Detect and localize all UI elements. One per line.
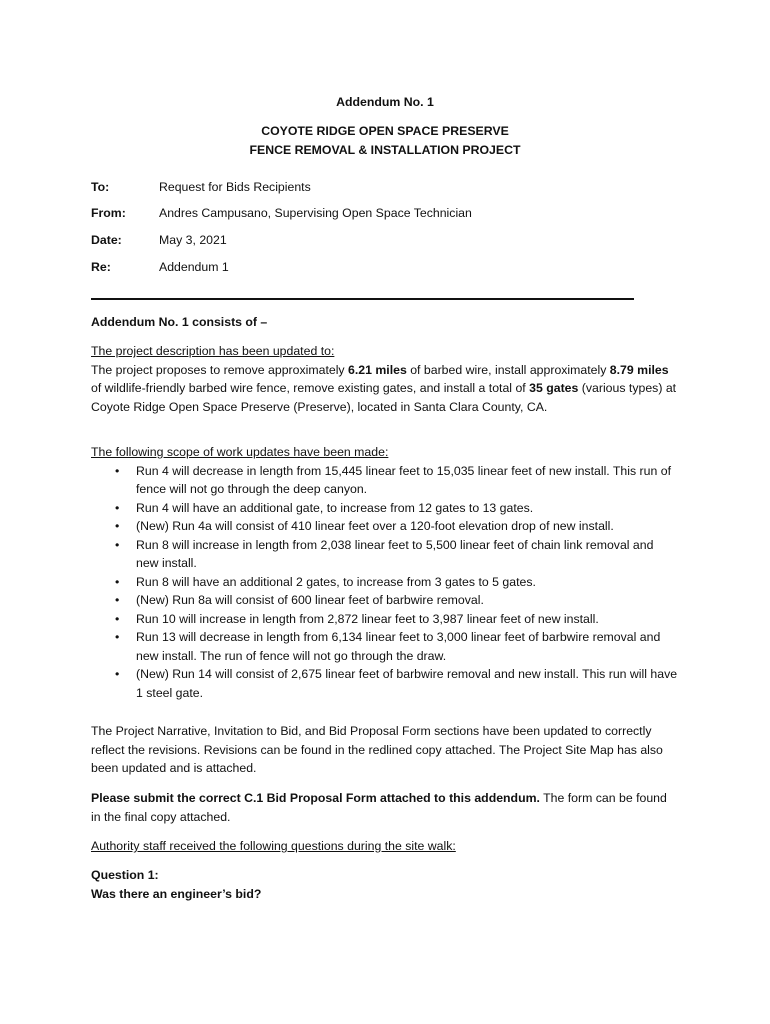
re-value: Addendum 1	[159, 260, 229, 274]
question-1-text: Was there an engineer’s bid?	[91, 886, 262, 901]
scope-item-text: Run 4 will decrease in length from 15,445 linear feet to 15,035 linear feet of new install. This run of fence will not go through the deep canyon.	[136, 463, 671, 496]
horizontal-divider	[91, 298, 634, 300]
question-1-label: Question 1:	[91, 868, 159, 882]
bullet-icon: •	[115, 500, 120, 515]
scope-item-text: (New) Run 8a will consist of 600 linear feet of barbwire removal.	[136, 593, 484, 607]
list-item	[91, 665, 679, 702]
question-1	[91, 866, 679, 903]
submit-bold-text: Please submit the correct C.1 Bid Proposal Form attached to this addendum.	[91, 791, 540, 805]
description-miles-installed: 8.79 miles	[609, 362, 669, 377]
bullet-icon: •	[115, 611, 120, 626]
document-title: Addendum No. 1	[336, 95, 434, 109]
scope-heading: The following scope of work updates have been made:	[91, 445, 389, 459]
bullet-icon: •	[115, 667, 120, 681]
description-heading: The project description has been updated to:	[91, 344, 335, 358]
scope-item-text: Run 4 will have an additional gate, to increase from 12 gates to 13 gates.	[136, 500, 534, 515]
submit-paragraph	[91, 789, 679, 826]
scope-item-text: (New) Run 14 will consist of 2,675 linear feet of barbwire removal and new install. This run will have 1 steel gate.	[136, 667, 678, 700]
bullet-icon: •	[115, 630, 120, 644]
scope-item-text: Run 8 will increase in length from 2,038 linear feet to 5,500 linear feet of chain link removal and new install.	[136, 537, 654, 570]
scope-item-text: Run 10 will increase in length from 2,872 linear feet to 3,987 linear feet of new install.	[136, 611, 599, 626]
list-item	[91, 499, 679, 518]
scope-item-text: Run 13 will decrease in length from 6,134 linear feet to 3,000 linear feet of barbwire removal and new install. The run of fence will not go through the draw.	[136, 630, 661, 663]
list-item	[91, 610, 679, 629]
questions-heading: Authority staff received the following questions during the site walk:	[91, 839, 456, 853]
description-text-4: (various types) at Coyote Ridge Open Space Preserve (Preserve), located in Santa Clara County, CA.	[91, 381, 677, 414]
bullet-icon: •	[115, 593, 120, 607]
list-item	[91, 591, 679, 610]
bullet-icon: •	[115, 574, 120, 589]
to-label: To:	[91, 180, 110, 194]
list-item	[91, 536, 679, 573]
scope-item-text: Run 8 will have an additional 2 gates, to increase from 3 gates to 5 gates.	[136, 574, 536, 589]
project-title-line1: COYOTE RIDGE OPEN SPACE PRESERVE	[261, 124, 509, 138]
consists-heading	[91, 313, 679, 332]
description-text-2: of barbed wire, install approximately	[406, 362, 610, 377]
list-item	[91, 573, 679, 592]
description-paragraph	[91, 361, 679, 417]
description-gates-total: 35 gates	[529, 381, 579, 395]
scope-item-text: (New) Run 4a will consist of 410 linear feet over a 120-foot elevation drop of new install.	[136, 519, 614, 533]
to-value: Request for Bids Recipients	[159, 180, 311, 194]
from-label: From:	[91, 206, 126, 220]
description-text-3: of wildlife-friendly barbed wire fence, remove existing gates, and install a total of	[91, 381, 530, 395]
description-text-1: The project proposes to remove approximately	[91, 362, 348, 377]
bullet-icon: •	[115, 537, 120, 552]
narrative-paragraph: The Project Narrative, Invitation to Bid, and Bid Proposal Form sections have been updated to correctly reflect the revisions. Revisions can be found in the redlined copy attached. The Project Site Map has also been updated and is attached.	[91, 724, 663, 775]
re-label: Re:	[91, 260, 111, 274]
bullet-icon: •	[115, 463, 120, 478]
list-item	[91, 462, 679, 499]
scope-list	[91, 462, 679, 703]
scope-section	[91, 443, 679, 702]
description-miles-removed: 6.21 miles	[348, 362, 407, 377]
from-value: Andres Campusano, Supervising Open Space Technician	[159, 206, 472, 220]
date-label: Date:	[91, 233, 122, 247]
project-description-section	[91, 342, 679, 416]
consists-heading-text: Addendum No. 1 consists of –	[91, 315, 268, 329]
date-value: May 3, 2021	[159, 233, 227, 247]
submit-rest-text: The form can be found in the final copy attached.	[91, 791, 667, 824]
project-title-line2: FENCE REMOVAL & INSTALLATION PROJECT	[249, 143, 521, 157]
list-item	[91, 517, 679, 536]
bullet-icon: •	[115, 519, 120, 533]
list-item	[91, 628, 679, 665]
